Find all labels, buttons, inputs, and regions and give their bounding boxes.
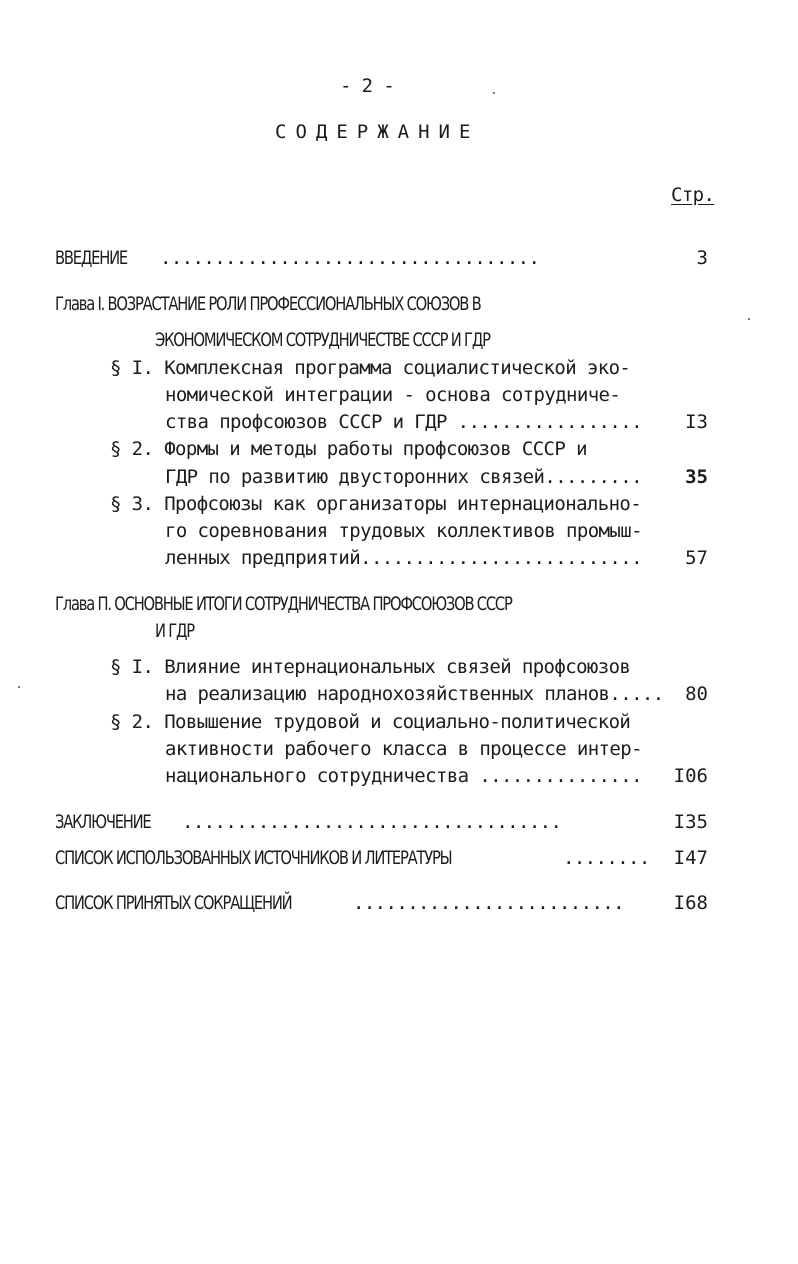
toc-ch1-section2-line1: § 2. Формы и методы работы профсоюзов СССР и [110,438,587,460]
page-column-header: Стр. [671,184,715,206]
toc-sources-label: СПИСОК ИСПОЛЬЗОВАННЫХ ИСТОЧНИКОВ И ЛИТЕРАТУРЫ [55,847,452,869]
toc-intro-leader: ................................... [160,247,540,269]
toc-intro-page: 3 [696,247,708,269]
toc-ch1-section2-page: 35 [685,466,708,488]
toc-abbreviations-label: СПИСОК ПРИНЯТЫХ СОКРАЩЕНИЙ [55,892,292,914]
toc-conclusion-leader: ................................... [182,811,562,833]
toc-chapter2-title-cont: И ГДР [155,620,194,642]
page-title: СОДЕРЖАНИЕ [275,121,480,143]
toc-ch1-section3-line2: го соревнования трудовых коллективов промыш- [165,520,642,542]
toc-ch2-section2-line1: § 2. Повышение трудовой и социально-политической [110,711,631,733]
toc-ch2-section2-page: I06 [673,765,708,787]
toc-sources-leader: ........ [563,847,650,869]
toc-ch1-section3-page: 57 [685,547,708,569]
toc-conclusion-label: ЗАКЛЮЧЕНИЕ [55,811,151,833]
toc-abbreviations-leader: ......................... [353,892,624,914]
toc-ch1-section1-line3: ства профсоюзов СССР и ГДР ................. [165,411,642,433]
toc-chapter1-title-cont: ЭКОНОМИЧЕСКОМ СОТРУДНИЧЕСТВЕ СССР И ГДР [155,329,490,351]
toc-ch1-section1-line2: номической интеграции - основа сотрудниче- [165,384,621,406]
toc-chapter1-title: Глава I. ВОЗРАСТАНИЕ РОЛИ ПРОФЕССИОНАЛЬНЫХ СОЮЗОВ В [55,293,481,315]
toc-ch2-section1-line2: на реализацию народнохозяйственных планов..... [165,683,664,705]
toc-chapter2-title: Глава П. ОСНОВНЫЕ ИТОГИ СОТРУДНИЧЕСТВА ПРОФСОЮЗОВ СССР [55,593,512,615]
toc-conclusion-page: I35 [673,811,708,833]
scan-speck [18,686,20,688]
toc-ch2-section1-page: 80 [685,683,708,705]
toc-ch2-section2-line2: активности рабочего класса в процессе интер- [165,738,642,760]
toc-ch1-section1-line1: § I. Комплексная программа социалистической эко- [110,357,631,379]
toc-ch2-section1-line1: § I. Влияние интернациональных связей профсоюзов [110,656,631,678]
toc-ch2-section2-line3: национального сотрудничества ............... [165,765,642,787]
toc-ch1-section2-line2: ГДР по развитию двусторонних связей......... [165,466,642,488]
toc-abbreviations-page: I68 [673,892,708,914]
scan-speck [748,318,750,320]
toc-ch1-section3-line1: § 3. Профсоюзы как организаторы интернационально- [110,493,642,515]
toc-ch1-section3-line3: ленных предприятий.......................... [165,547,642,569]
scan-speck [493,92,495,94]
toc-sources-page: I47 [673,847,708,869]
toc-ch1-section1-page: I3 [685,411,708,433]
toc-intro-label: ВВЕДЕНИЕ [55,247,127,269]
page-number: - 2 - [340,75,395,97]
